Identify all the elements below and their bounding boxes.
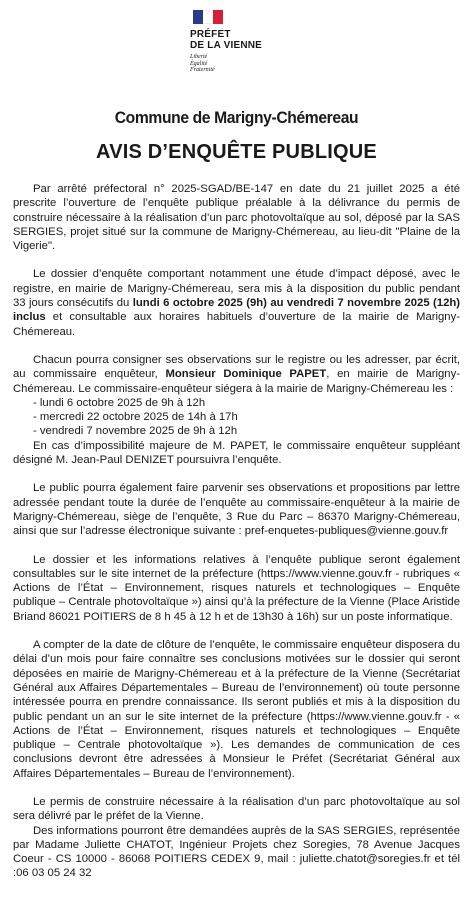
motto-liberte: Liberté (190, 54, 208, 60)
paragraph-courrier: Le public pourra également faire parvenir ses observations et propositions par lettre adressée pendant toute la durée de l’enquête au commissaire-enquêteur à la mairie de Marigny-Chémereau, siège de l’enquête, 3 Rue du Parc – 86370 Marigny-Chémereau, ainsi que sur l’adresse électronique suivante : pref-enquetes-publiques@vienne.gouv.fr (13, 482, 460, 538)
paragraph-consultation: Le dossier et les informations relatives à l’enquête publique seront également consultables sur le site internet de la préfecture (https://www.vienne.gouv.fr - rubriques « Actions de l’État – Environnement, risques naturels et technologiques – Enquête publique – Centrale photovoltaïque ») ainsi qu’à la préfecture de la Vienne (Place Aristide Briand 86021 POITIERS de 8 h 45 à 12 h et de 13h30 à 16h) sur un poste informatique. (13, 553, 460, 623)
logo-name-line2: DE LA VIENNE (190, 40, 263, 51)
paragraph-contact: Des informations pourront être demandées auprès de la SAS SERGIES, représentée par Madame Juliette CHATOT, Ingénieur Projets chez Soregies, 78 Avenue Jacques Coeur - CS 10000 - 86068 POITIERS CEDEX 9, mail : juliette.chatot@soregies.fr et tél :06 03 05 24 32 (13, 824, 460, 880)
commune-heading: Commune de Marigny-Chémereau (114, 108, 359, 127)
observations-text-1: Chacun pourra consigner ses observations sur le registre ou les adresser, par écrit, au commissaire enquêteur, (13, 353, 460, 381)
paragraph-dossier (13, 267, 460, 338)
paragraph-arrete: Par arrêté préfectoral n° 2025-SGAD/BE-147 en date du 21 juillet 2025 a été prescrite l’ouverture de l’enquête publique préalable à la délivrance du permis de construire nécessaire à la réalisation d’un parc photovoltaïque au sol, déposé par la SAS SERGIES, projet situé sur la commune de Marigny-Chémereau, au lieu-dit "Plaine de la Vigerie". (13, 183, 460, 253)
permanence-item: - mercredi 22 octobre 2025 de 14h à 17h (33, 411, 238, 424)
paragraph-permis: Le permis de construire nécessaire à la réalisation d’un parc photovoltaïque au sol sera délivré par le préfet de la Vienne. (13, 795, 460, 823)
paragraph-suppleant: En cas d’impossibilité majeure de M. PAPET, le commissaire enquêteur suppléant désigné M. Jean-Paul DENIZET poursuivra l’enquête. (13, 439, 460, 467)
logo-motto (190, 54, 290, 74)
paragraph-conclusions: A compter de la date de clôture de l’enquête, le commissaire enquêteur disposera du délai d’un mois pour faire connaître ses conclusions motivées sur le dossier qui seront déposées en mairie de Marigny-Chémereau et à la préfecture de la Vienne (Secrétariat Général aux Affaires Départementales – Bureau de l’environnement) où toute personne intéressée pourra en prendre connaissance. Ils seront publiés et mis à la disposition du public pendant un an sur le site internet de la préfecture (https://www.vienne.gouv.fr - « Actions de l’État – Environnement, risques naturels et technologiques – Enquête publique – Centrale photovoltaïque »). Les demandes de communication de ces conclusions devront être adressées à Monsieur le Préfet (Secrétariat Général aux Affaires Départementales – Bureau de l’environnement). (13, 639, 460, 780)
dossier-text-2: et consultable aux horaires habituels d’ouverture de la mairie de Marigny-Chémereau. (13, 311, 460, 338)
permanence-item: - lundi 6 octobre 2025 de 9h à 12h (33, 396, 206, 409)
paragraph-observations (13, 353, 460, 396)
notice-body (13, 182, 460, 895)
observations-text-2: , en mairie de Marigny-Chémereau. Le commissaire-enquêteur siégera à la mairie de Marigny-Chémereau les : (13, 368, 460, 395)
prefecture-logo (190, 10, 290, 74)
permanence-item: - vendredi 7 novembre 2025 de 9h à 12h (33, 425, 238, 438)
french-flag-icon (193, 10, 223, 24)
dossier-dates: lundi 6 octobre 2025 (9h) au vendredi 7 novembre 2025 (12h) inclus (13, 297, 461, 324)
notice-title: AVIS D’ENQUÊTE PUBLIQUE (96, 141, 377, 163)
commissaire-name: Monsieur Dominique PAPET (165, 368, 327, 381)
motto-fraternite: Fraternité (190, 67, 215, 73)
motto-egalite: Égalité (190, 60, 208, 67)
dossier-text-1: Le dossier d’enquête comportant notamment une étude d’impact déposé, avec le registre, en mairie de Marigny-Chémereau, sera mis à la disposition du public pendant 33 jours consécutifs du (13, 268, 460, 310)
logo-name (190, 29, 290, 51)
logo-name-line1: PRÉFET (190, 29, 231, 40)
